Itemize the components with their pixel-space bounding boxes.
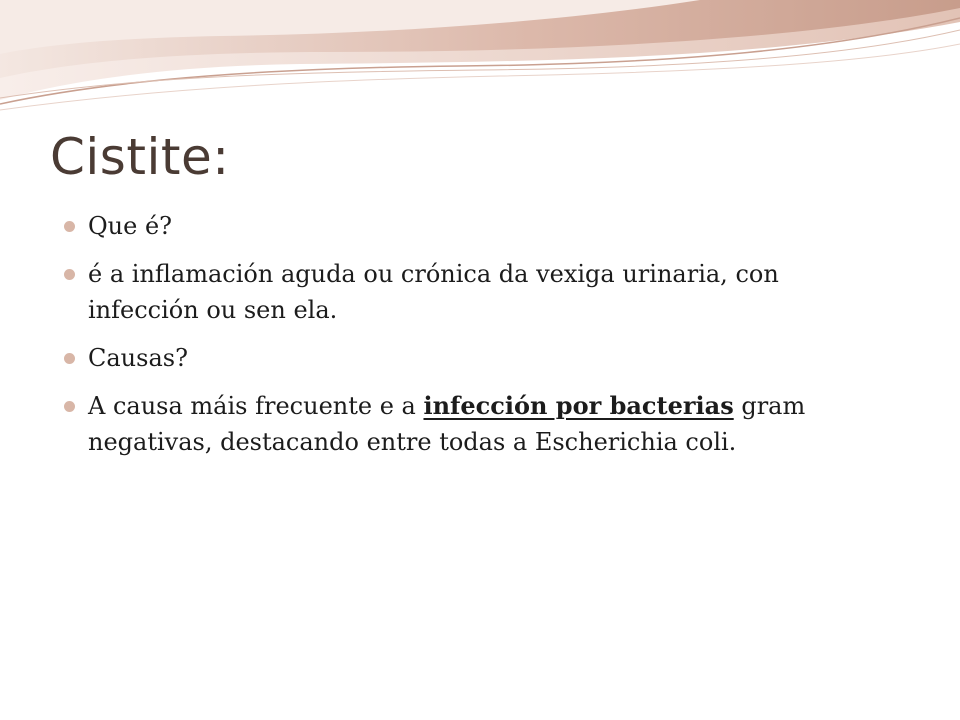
bullet-text-after: gram negativas, destacando entre todas a Escherichia coli. (88, 392, 806, 456)
bullet-dot-icon (64, 221, 75, 232)
bullet-text: Causas? (88, 344, 188, 372)
bullet-item (88, 256, 888, 328)
bullet-dot-icon (64, 401, 75, 412)
header-wave-decoration (0, 0, 960, 130)
bullet-text: Que é? (88, 212, 173, 240)
bullet-text-emphasis: infección por bacterias (423, 391, 734, 420)
bullet-list (88, 208, 888, 472)
bullet-text-before: A causa máis frecuente e a (88, 392, 424, 420)
bullet-dot-icon (64, 269, 75, 280)
bullet-dot-icon (64, 353, 75, 364)
slide-title: Cistite: (50, 128, 230, 186)
bullet-text: é a inflamación aguda ou crónica da vexiga urinaria, con infección ou sen ela. (88, 260, 779, 324)
bullet-item (88, 340, 888, 376)
bullet-item (88, 208, 888, 244)
bullet-item (88, 388, 888, 460)
